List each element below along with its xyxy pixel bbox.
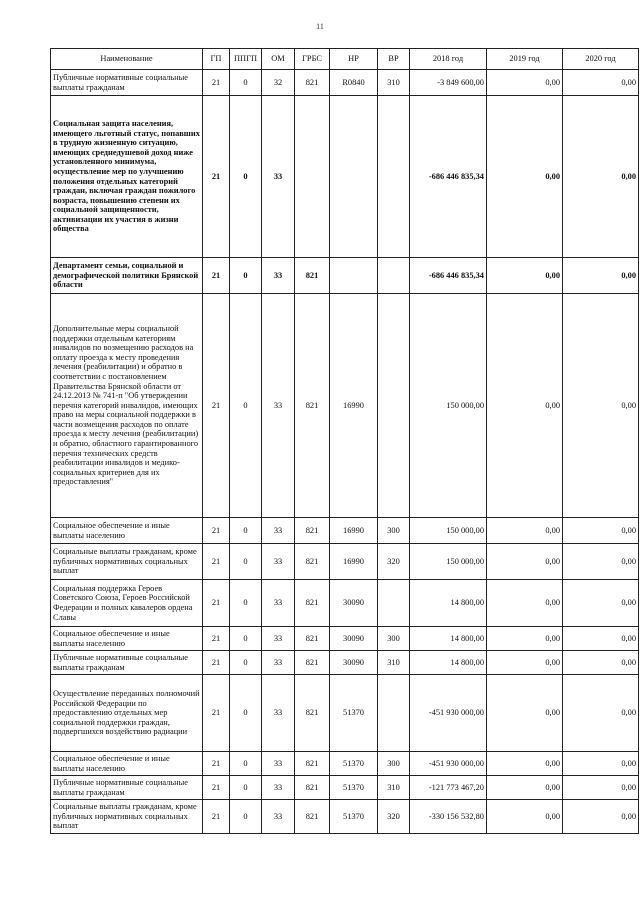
row-om: 33 <box>262 580 295 627</box>
row-gp: 21 <box>203 518 230 544</box>
row-ppgp: 0 <box>230 651 262 675</box>
row-grbs <box>295 96 330 258</box>
row-grbs: 821 <box>295 518 330 544</box>
row-np <box>330 96 378 258</box>
row-ppgp: 0 <box>230 96 262 258</box>
row-amount-2018: 14 800,00 <box>410 580 487 627</box>
row-np: 30090 <box>330 651 378 675</box>
row-grbs: 821 <box>295 544 330 580</box>
page-number: 11 <box>316 22 324 31</box>
row-np: 16990 <box>330 544 378 580</box>
row-amount-2018: -451 930 000,00 <box>410 675 487 752</box>
row-amount-2019: 0,00 <box>487 675 563 752</box>
row-om: 33 <box>262 96 295 258</box>
table-row <box>51 800 639 834</box>
row-name: Социальное обеспечение и иные выплаты населению <box>51 752 203 776</box>
row-np: 30090 <box>330 627 378 651</box>
row-name: Осуществление переданных полномочий Российской Федерации по предоставлению отдельных мер социальной поддержки граждан, подвергшихся воздействию радиации <box>51 675 203 752</box>
row-amount-2020: 0,00 <box>563 518 639 544</box>
row-amount-2020: 0,00 <box>563 800 639 834</box>
row-amount-2019: 0,00 <box>487 96 563 258</box>
table-row <box>51 580 639 627</box>
row-amount-2019: 0,00 <box>487 651 563 675</box>
row-grbs: 821 <box>295 776 330 800</box>
row-amount-2019: 0,00 <box>487 544 563 580</box>
row-gp: 21 <box>203 580 230 627</box>
table-row <box>51 294 639 518</box>
row-amount-2020: 0,00 <box>563 258 639 294</box>
header-2019: 2019 год <box>487 49 563 70</box>
row-vr: 300 <box>378 518 410 544</box>
header-2018: 2018 год <box>410 49 487 70</box>
row-name: Социальное обеспечение и иные выплаты населению <box>51 627 203 651</box>
row-vr: 320 <box>378 800 410 834</box>
row-amount-2018: 14 800,00 <box>410 651 487 675</box>
table-row <box>51 96 639 258</box>
row-vr: 310 <box>378 70 410 96</box>
row-name: Социальная защита населения, имеющего льготный статус, попавших в трудную жизненную ситуацию, имеющих среднедушевой доход ниже установленного минимума, осуществление мер по улучшению положения отдельных категорий граждан, включая граждан пожилого возраста, повышению степени их социальной защищенности, активизации их участия в жизни общества <box>51 96 203 258</box>
row-np: 51370 <box>330 800 378 834</box>
header-om: ОМ <box>262 49 295 70</box>
row-grbs: 821 <box>295 651 330 675</box>
row-amount-2019: 0,00 <box>487 580 563 627</box>
header-np: НР <box>330 49 378 70</box>
row-amount-2018: 150 000,00 <box>410 518 487 544</box>
row-ppgp: 0 <box>230 258 262 294</box>
row-name: Социальное обеспечение и иные выплаты населению <box>51 518 203 544</box>
row-vr: 300 <box>378 627 410 651</box>
row-grbs: 821 <box>295 580 330 627</box>
header-name: Наименование <box>51 49 203 70</box>
row-vr <box>378 294 410 518</box>
table-row <box>51 752 639 776</box>
row-np: 51370 <box>330 752 378 776</box>
table-row <box>51 70 639 96</box>
header-ppgp: ППГП <box>230 49 262 70</box>
table-row <box>51 258 639 294</box>
table-row <box>51 651 639 675</box>
row-amount-2020: 0,00 <box>563 651 639 675</box>
row-amount-2020: 0,00 <box>563 675 639 752</box>
row-gp: 21 <box>203 96 230 258</box>
row-vr: 320 <box>378 544 410 580</box>
row-amount-2018: -686 446 835,34 <box>410 96 487 258</box>
row-name: Департамент семьи, социальной и демографической политики Брянской области <box>51 258 203 294</box>
row-ppgp: 0 <box>230 70 262 96</box>
row-gp: 21 <box>203 294 230 518</box>
row-grbs: 821 <box>295 627 330 651</box>
row-amount-2019: 0,00 <box>487 752 563 776</box>
row-name: Публичные нормативные социальные выплаты гражданам <box>51 70 203 96</box>
row-gp: 21 <box>203 800 230 834</box>
table-header-row <box>51 49 639 70</box>
row-ppgp: 0 <box>230 544 262 580</box>
row-vr <box>378 580 410 627</box>
row-amount-2018: -451 930 000,00 <box>410 752 487 776</box>
row-gp: 21 <box>203 258 230 294</box>
row-amount-2020: 0,00 <box>563 96 639 258</box>
row-amount-2019: 0,00 <box>487 70 563 96</box>
row-ppgp: 0 <box>230 580 262 627</box>
row-grbs: 821 <box>295 675 330 752</box>
row-gp: 21 <box>203 752 230 776</box>
row-amount-2019: 0,00 <box>487 776 563 800</box>
row-om: 33 <box>262 518 295 544</box>
row-grbs: 821 <box>295 70 330 96</box>
row-name: Публичные нормативные социальные выплаты гражданам <box>51 776 203 800</box>
table-row <box>51 518 639 544</box>
row-om: 33 <box>262 752 295 776</box>
table-row <box>51 544 639 580</box>
row-np: 16990 <box>330 518 378 544</box>
row-np: R0840 <box>330 70 378 96</box>
row-amount-2019: 0,00 <box>487 258 563 294</box>
header-gp: ГП <box>203 49 230 70</box>
row-np: 30090 <box>330 580 378 627</box>
row-gp: 21 <box>203 651 230 675</box>
row-ppgp: 0 <box>230 800 262 834</box>
table-row <box>51 675 639 752</box>
row-amount-2019: 0,00 <box>487 294 563 518</box>
row-gp: 21 <box>203 675 230 752</box>
row-grbs: 821 <box>295 258 330 294</box>
row-ppgp: 0 <box>230 776 262 800</box>
table-body <box>51 70 639 834</box>
row-om: 33 <box>262 800 295 834</box>
header-grbs: ГРБС <box>295 49 330 70</box>
row-name: Публичные нормативные социальные выплаты гражданам <box>51 651 203 675</box>
row-np: 51370 <box>330 776 378 800</box>
row-gp: 21 <box>203 776 230 800</box>
row-om: 33 <box>262 544 295 580</box>
row-amount-2018: -3 849 600,00 <box>410 70 487 96</box>
row-om: 32 <box>262 70 295 96</box>
row-name: Социальные выплаты гражданам, кроме публичных нормативных социальных выплат <box>51 800 203 834</box>
row-amount-2018: 150 000,00 <box>410 294 487 518</box>
row-amount-2020: 0,00 <box>563 580 639 627</box>
row-amount-2018: -121 773 467,20 <box>410 776 487 800</box>
row-om: 33 <box>262 675 295 752</box>
row-amount-2020: 0,00 <box>563 627 639 651</box>
row-np: 16990 <box>330 294 378 518</box>
row-amount-2020: 0,00 <box>563 294 639 518</box>
row-gp: 21 <box>203 70 230 96</box>
row-amount-2018: 150 000,00 <box>410 544 487 580</box>
row-ppgp: 0 <box>230 627 262 651</box>
row-vr <box>378 96 410 258</box>
row-amount-2020: 0,00 <box>563 544 639 580</box>
row-grbs: 821 <box>295 800 330 834</box>
row-grbs: 821 <box>295 752 330 776</box>
row-ppgp: 0 <box>230 294 262 518</box>
row-name: Социальные выплаты гражданам, кроме публичных нормативных социальных выплат <box>51 544 203 580</box>
row-amount-2019: 0,00 <box>487 800 563 834</box>
row-gp: 21 <box>203 544 230 580</box>
budget-table <box>50 48 639 834</box>
row-om: 33 <box>262 627 295 651</box>
row-np <box>330 258 378 294</box>
header-2020: 2020 год <box>563 49 639 70</box>
row-gp: 21 <box>203 627 230 651</box>
row-vr: 310 <box>378 776 410 800</box>
row-vr <box>378 675 410 752</box>
header-vr: ВР <box>378 49 410 70</box>
row-amount-2020: 0,00 <box>563 70 639 96</box>
row-om: 33 <box>262 258 295 294</box>
row-amount-2019: 0,00 <box>487 627 563 651</box>
table-row <box>51 627 639 651</box>
row-grbs: 821 <box>295 294 330 518</box>
row-amount-2018: -330 156 532,80 <box>410 800 487 834</box>
row-om: 33 <box>262 651 295 675</box>
row-vr: 300 <box>378 752 410 776</box>
row-amount-2018: -686 446 835,34 <box>410 258 487 294</box>
table-row <box>51 776 639 800</box>
row-ppgp: 0 <box>230 518 262 544</box>
row-ppgp: 0 <box>230 675 262 752</box>
row-vr <box>378 258 410 294</box>
row-amount-2019: 0,00 <box>487 518 563 544</box>
row-ppgp: 0 <box>230 752 262 776</box>
row-amount-2020: 0,00 <box>563 752 639 776</box>
row-name: Социальная поддержка Героев Советского Союза, Героев Российской Федерации и полных кавалеров ордена Славы <box>51 580 203 627</box>
row-om: 33 <box>262 294 295 518</box>
row-name: Дополнительные меры социальной поддержки отдельным категориям инвалидов по возмещению расходов на оплату проезда к месту проведения лечения (реабилитации) и обратно в соответствии с постановлением Правительства Брянской области от 24.12.2013 № 741-п "Об утверждении перечня категорий инвалидов, имеющих право на меры социальной поддержки в части возмещения расходов по оплате проезда к месту лечения (реабилитации) и обратно, областного гарантированного перечня технических средств реабилитации инвалидов и медико-социальных критериев для их предоставления" <box>51 294 203 518</box>
row-om: 33 <box>262 776 295 800</box>
row-amount-2020: 0,00 <box>563 776 639 800</box>
row-vr: 310 <box>378 651 410 675</box>
row-np: 51370 <box>330 675 378 752</box>
row-amount-2018: 14 800,00 <box>410 627 487 651</box>
